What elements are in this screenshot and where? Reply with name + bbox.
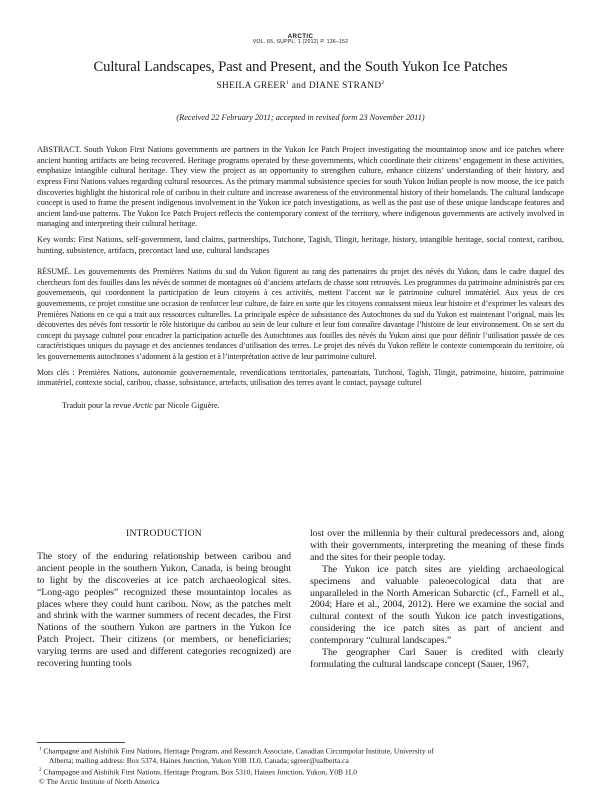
section-heading-introduction: INTRODUCTION xyxy=(125,528,203,539)
translation-prefix: Traduit pour la revue xyxy=(62,400,134,410)
keywords: Key words: First Nations, self-government, land claims, partnerships, Tutchone, Tagish, Tlingit, heritage, history, intangible heritage, social context, caribou, hunting, subsistence, artifacts, precontact land use, cultural landscapes xyxy=(37,234,564,255)
paragraph: lost over the millennia by their cultural predecessors and, along with their governments, interpreting the meaning of these finds and the sites for their people today. xyxy=(310,528,564,563)
footnote-1-continuation: Alberta; mailing address: Box 5374, Haines Junction, Yukon Y0B 1L0, Canada; sgreer@ualberta.ca xyxy=(49,756,349,766)
right-column xyxy=(310,528,564,671)
article-page xyxy=(37,0,564,786)
author-1-affiliation-mark: 1 xyxy=(286,80,290,87)
author-1: SHEILA GREER xyxy=(216,81,287,92)
translation-credit xyxy=(62,401,564,410)
authors xyxy=(37,80,564,91)
paragraph: The Yukon ice patch sites are yielding archaeological specimens and valuable paleoecological data that are unparalleled in the North American Subarctic (cf., Farnell et al., 2004; Hare et al., 2004, 2012). Here we examine the social and cultural context of the south Yukon ice patch investigations, considering the ice patch sites as part of ancient and contemporary “cultural landscapes.” xyxy=(310,563,564,647)
received-dates: (Received 22 February 2011; accepted in revised form 23 November 2011) xyxy=(176,113,425,123)
mots-cles: Mots clés : Premières Nations, autonomie gouvernementale, revendications territoriales, partenariats, Tutchoni, Tagish, Tlingit, patrimoine, histoire, patrimoine immatériel, contexte social, caribou, chasse, subsistance, artefacts, utilisation des terres avant le contact, paysage culturel xyxy=(37,367,564,388)
footnotes xyxy=(39,745,564,786)
translation-journal: Arctic xyxy=(133,400,153,410)
footnote-1-mark: 1 xyxy=(39,747,42,752)
journal-volume: VOL. 65, SUPPL. 1 (2012) P. 136–152 xyxy=(252,39,349,46)
body-columns xyxy=(37,528,564,738)
article-title: Cultural Landscapes, Past and Present, and the South Yukon Ice Patches xyxy=(93,59,508,76)
paragraph: The story of the enduring relationship between caribou and ancient people in the southern Yukon, Canada, is being brought to light by the discoveries at ice patch archaeological sites. “Long-ago peoples” recognized these mountaintop locales as places where they could hunt caribou. Now, as the patches melt and shrink with the warmer summers of recent decades, the First Nations of the southern Yukon are partners in the Yukon Ice Patch Project. Their citizens (or members, or beneficiaries; varying terms are used and different categories recognized) are recovering hunting tools xyxy=(37,550,291,670)
footnote-2 xyxy=(39,766,564,777)
author-2-affiliation-mark: 2 xyxy=(381,80,385,87)
author-2: DIANE STRAND xyxy=(308,81,382,92)
paragraph: The geographer Carl Sauer is credited with clearly formulating the cultural landscape concept (Sauer, 1967, xyxy=(310,647,564,670)
footnote-divider xyxy=(37,742,125,743)
translation-suffix: par Nicole Giguère. xyxy=(152,400,220,410)
footnote-1 xyxy=(39,745,564,756)
resume: RÉSUMÉ. Les gouvernements des Premières Nations du sud du Yukon figurent au rang des partenaires du projet des névés du Yukon, dans le cadre duquel des chercheurs font des fouilles dans les névés de sommet de montagnes où d’anciens artefacts de chasse sont retrouvés. Les programmes du patrimoine administrés par ces gouvernements, qui coordonnent la participation de leurs citoyens à ces activités, mettent l’accent sur le patrimoine culturel immatériel. Aux yeux de ces gouvernements, ce projet constitue une occasion de renforcer leur culture, de faire en sorte que les citoyens connaissent mieux leur histoire et d’exprimer les valeurs des Premières Nations en ce qui a trait aux ressources culturelles. La principale espèce de subsistance des Autochtones du sud du Yukon est maintenant l’orignal, mais les découvertes des névés font ressortir le rôle historique du caribou au sein de leur culture et leur font connaître davantage l’histoire de leur environnement. On se sert du concept du paysage culturel pour encadrer la participation actuelle des Autochtones aux fouilles des névés du Yukon ainsi que pour définir l’utilisation passée de ces caractéristiques uniques du paysage et des anciennes tendances d’utilisation des terres. Le projet des névés du Yukon reflète le contexte contemporain du territoire, où les gouvernements autochtones s’adonnent à la gestion et à l’interprétation active de leur patrimoine culturel. xyxy=(37,267,564,361)
copyright: © The Arctic Institute of North America xyxy=(39,776,160,786)
footnote-2-text: Champagne and Aishihik First Nations, Heritage Program, Box 5310, Haines Junction, Yukon, Y0B 1L0 xyxy=(43,767,357,777)
journal-name: ARCTIC xyxy=(287,33,314,40)
journal-header xyxy=(37,33,564,46)
footnote-1-line-1: Champagne and Aishihik First Nations, Heritage Program, and Research Associate, Canadian Circumpolar Institute, University of xyxy=(43,746,434,756)
author-conjunction: and xyxy=(289,81,309,92)
left-column xyxy=(37,528,291,670)
abstract: ABSTRACT. South Yukon First Nations governments are partners in the Yukon Ice Patch Project investigating the mountaintop snow and ice patches where ancient hunting artifacts are being recovered. Heritage programs operated by these governments, which coordinate their citizens’ engagement in these activities, emphasize intangible cultural heritage. They view the project as an opportunity to strengthen culture, enhance citizens’ understanding of their history, and express First Nations values regarding cultural resources. As the primary mammal subsistence species for south Yukon Indian people is now moose, the ice patch discoveries highlight the historical role of caribou in their culture and increase awareness of the environmental history of their homelands. The cultural landscape concept is used to frame the present indigenous involvement in the Yukon ice patch investigations, as well as the past use of these unique landscape features and ancient land-use patterns. The Yukon Ice Patch Project reflects the contemporary context of the territory, where indigenous governments are actively involved in managing and interpreting their cultural heritage. xyxy=(37,145,564,229)
footnote-2-mark: 2 xyxy=(39,767,42,773)
